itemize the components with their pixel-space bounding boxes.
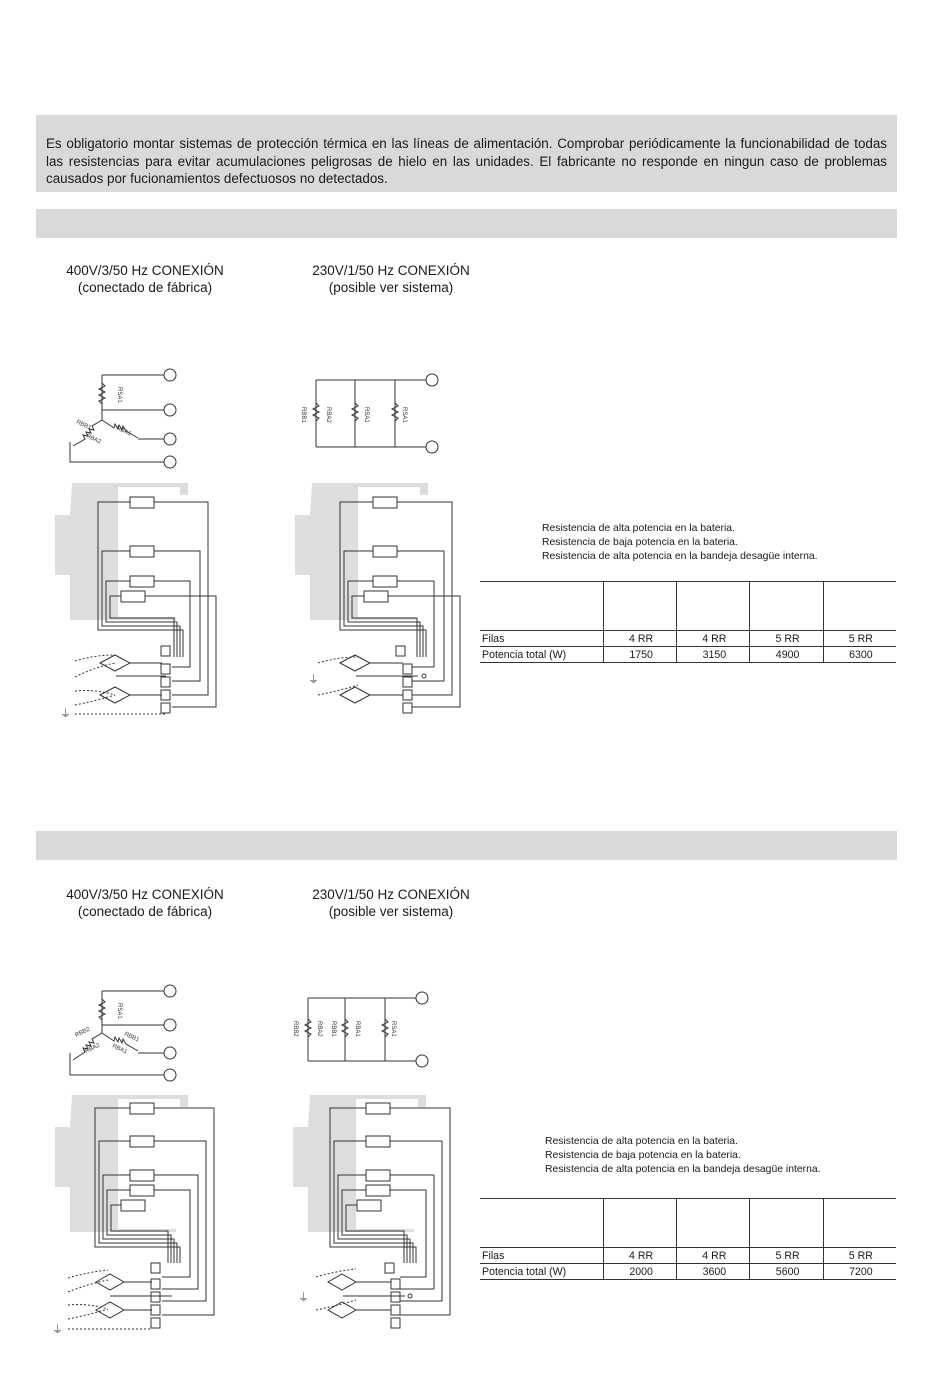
caption-400v-1 <box>45 262 245 296</box>
cell: 5600 <box>750 1264 823 1280</box>
warning-text: Es obligatorio montar sistemas de protección térmica en las líneas de alimentación. Comprobar periódicamente la funcionabilidad de todas las resistencias para evitar acumulaciones peligrosas de hielo en las unidades. El fabricante no responde en ningun caso de problemas causados por fucionamientos defectuosos no detectados. <box>46 136 887 186</box>
warning-box <box>36 115 897 192</box>
section-header-bar-2 <box>36 831 897 860</box>
table-row <box>480 631 896 647</box>
caption-title: 230V/1/50 Hz CONEXIÓN <box>312 263 470 278</box>
legend-1 <box>542 522 818 564</box>
wiring-diagram-1 <box>0 320 480 780</box>
legend-item: Resistencia de alta potencia en la bandeja desagüe interna. <box>545 1164 821 1175</box>
section-header-bar-1 <box>36 209 897 238</box>
caption-400v-2 <box>45 886 245 920</box>
table-header-row <box>480 1199 896 1248</box>
caption-subtitle: (posible ver sistema) <box>328 904 454 919</box>
caption-title: 400V/3/50 Hz CONEXIÓN <box>66 887 224 902</box>
row-label: Filas <box>480 631 604 647</box>
cell: 6300 <box>823 647 896 663</box>
schematic-label: RBA1 <box>111 1043 128 1056</box>
schematic-label: RBB1 <box>75 419 92 432</box>
cell: 4 RR <box>677 631 750 647</box>
schematic-label: RBA1 <box>354 1021 360 1037</box>
legend-item: Resistencia de baja potencia en la bateria. <box>542 537 738 548</box>
wiring-diagram-2 <box>0 938 480 1398</box>
schematic-label: RSA1 <box>116 1003 122 1019</box>
schematic-label: RSA1 <box>401 407 407 423</box>
schematic-label: RBA2 <box>84 1042 102 1055</box>
table-header-row <box>480 582 896 631</box>
ground-icon: ⏚ <box>60 707 71 720</box>
schematic-label: RBA1 <box>115 425 132 438</box>
cell: 5 RR <box>823 631 896 647</box>
table-row <box>480 647 896 663</box>
schematic-label: RBA2 <box>316 1021 322 1037</box>
cell: 4900 <box>750 647 823 663</box>
cell: 4 RR <box>604 631 677 647</box>
schematic-label: RSA1 <box>116 387 122 403</box>
row-label: Potencia total (W) <box>480 1264 604 1280</box>
table-row <box>480 1248 896 1264</box>
schematic-label: RSA1 <box>390 1021 396 1037</box>
ground-icon: ⏚ <box>298 1291 309 1304</box>
caption-subtitle: (conectado de fábrica) <box>77 280 213 295</box>
schematic-label: RBB1 <box>123 1031 140 1044</box>
ground-icon: ⏚ <box>308 673 319 686</box>
caption-230v-1 <box>291 262 491 296</box>
cell: 5 RR <box>823 1248 896 1264</box>
row-label: Filas <box>480 1248 604 1264</box>
schematic-label: RBA2 <box>85 433 102 446</box>
row-label: Potencia total (W) <box>480 647 604 663</box>
caption-title: 400V/3/50 Hz CONEXIÓN <box>66 263 224 278</box>
legend-2 <box>545 1135 821 1177</box>
cell: 3150 <box>677 647 750 663</box>
cell: 4 RR <box>604 1248 677 1264</box>
cell: 1750 <box>604 647 677 663</box>
cell: 4 RR <box>677 1248 750 1264</box>
cell: 7200 <box>823 1264 896 1280</box>
legend-item: Resistencia de alta potencia en la bandeja desagüe interna. <box>542 551 818 562</box>
cell: 2000 <box>604 1264 677 1280</box>
legend-item: Resistencia de alta potencia en la bateria. <box>542 523 735 534</box>
schematic-label: RBA2 <box>325 407 331 423</box>
caption-subtitle: (posible ver sistema) <box>328 280 454 295</box>
caption-subtitle: (conectado de fábrica) <box>77 904 213 919</box>
legend-item: Resistencia de baja potencia en la bateria. <box>545 1150 741 1161</box>
cell: 5 RR <box>750 631 823 647</box>
caption-230v-2 <box>291 886 491 920</box>
legend-item: Resistencia de alta potencia en la bateria. <box>545 1136 738 1147</box>
schematic-label: RBB2 <box>292 1021 298 1037</box>
schematic-label: RBB1 <box>300 407 306 423</box>
schematic-label: RSA1 <box>363 407 369 423</box>
caption-title: 230V/1/50 Hz CONEXIÓN <box>312 887 470 902</box>
table-row <box>480 1264 896 1280</box>
spec-table-1 <box>480 581 896 663</box>
cell: 3600 <box>677 1264 750 1280</box>
schematic-label: RBB2 <box>74 1026 92 1039</box>
spec-table-2 <box>480 1198 896 1280</box>
schematic-label: RBB1 <box>330 1021 336 1037</box>
ground-icon: ⏚ <box>52 1323 63 1336</box>
cell: 5 RR <box>750 1248 823 1264</box>
